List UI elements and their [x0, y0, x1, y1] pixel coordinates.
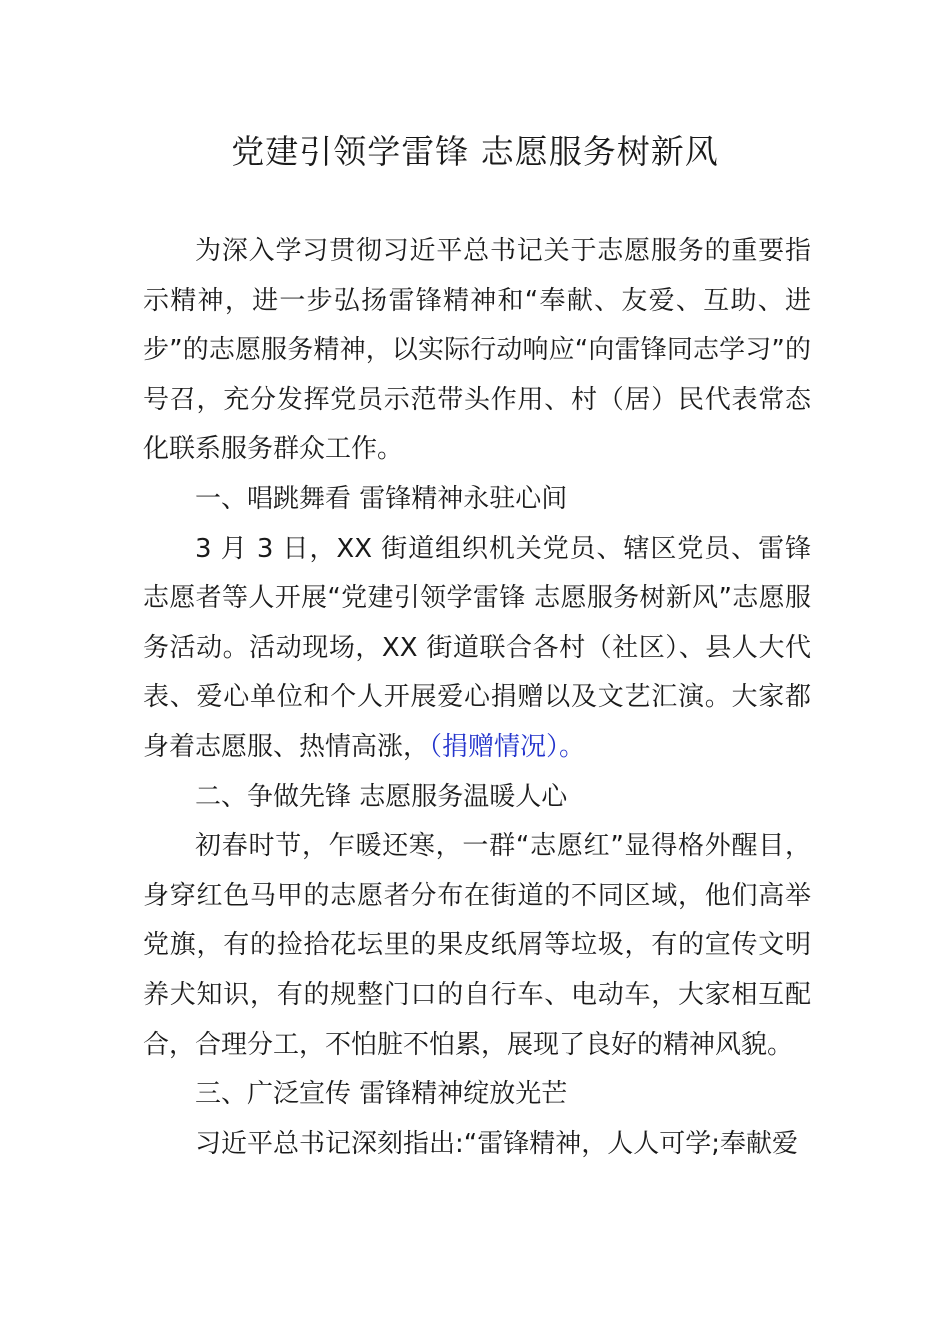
section-1-paragraph [143, 525, 811, 773]
section-2-heading: 二、争做先锋 志愿服务温暖人心 [195, 781, 568, 812]
section-1-heading: 一、唱跳舞看 雷锋精神永驻心间 [195, 483, 568, 514]
section-3-paragraph: 习近平总书记深刻指出:“雷锋精神，人人可学;奉献爱 [195, 1128, 798, 1159]
document-title: 党建引领学雷锋 志愿服务树新风 [231, 132, 719, 171]
section-2-paragraph: 初春时节，乍暖还寒，一群“志愿红”显得格外醒目，身穿红色马甲的志愿者分布在街道的不同区域，他们高举党旗，有的捡拾花坛里的果皮纸屑等垃圾，有的宣传文明养犬知识，有的规整门口的自行车、电动车，大家相互配合，合理分工，不怕脏不怕累，展现了良好的精神风貌。 [143, 831, 811, 1060]
intro-paragraph: 为深入学习贯彻习近平总书记关于志愿服务的重要指示精神，进一步弘扬雷锋精神和“奉献、友爱、互助、进步”的志愿服务精神，以实际行动响应“向雷锋同志学习”的号召，充分发挥党员示范带头作用、村（居）民代表常态化联系服务群众工作。 [143, 236, 811, 465]
document-body [143, 227, 811, 1169]
donation-placeholder: （捐赠情况）。 [429, 731, 586, 762]
section-3-heading: 三、广泛宣传 雷锋精神绽放光芒 [195, 1079, 568, 1110]
section-1-text: 3 月 3 日，XX 街道组织机关党员、辖区党员、雷锋志愿者等人开展“党建引领学雷锋 志愿服务树新风”志愿服务活动。活动现场，XX 街道联合各村（社区）、县人大代表、爱心单位和个人开展爱心捐赠以及文艺汇演。大家都身着志愿服、热情高涨， [143, 533, 811, 762]
